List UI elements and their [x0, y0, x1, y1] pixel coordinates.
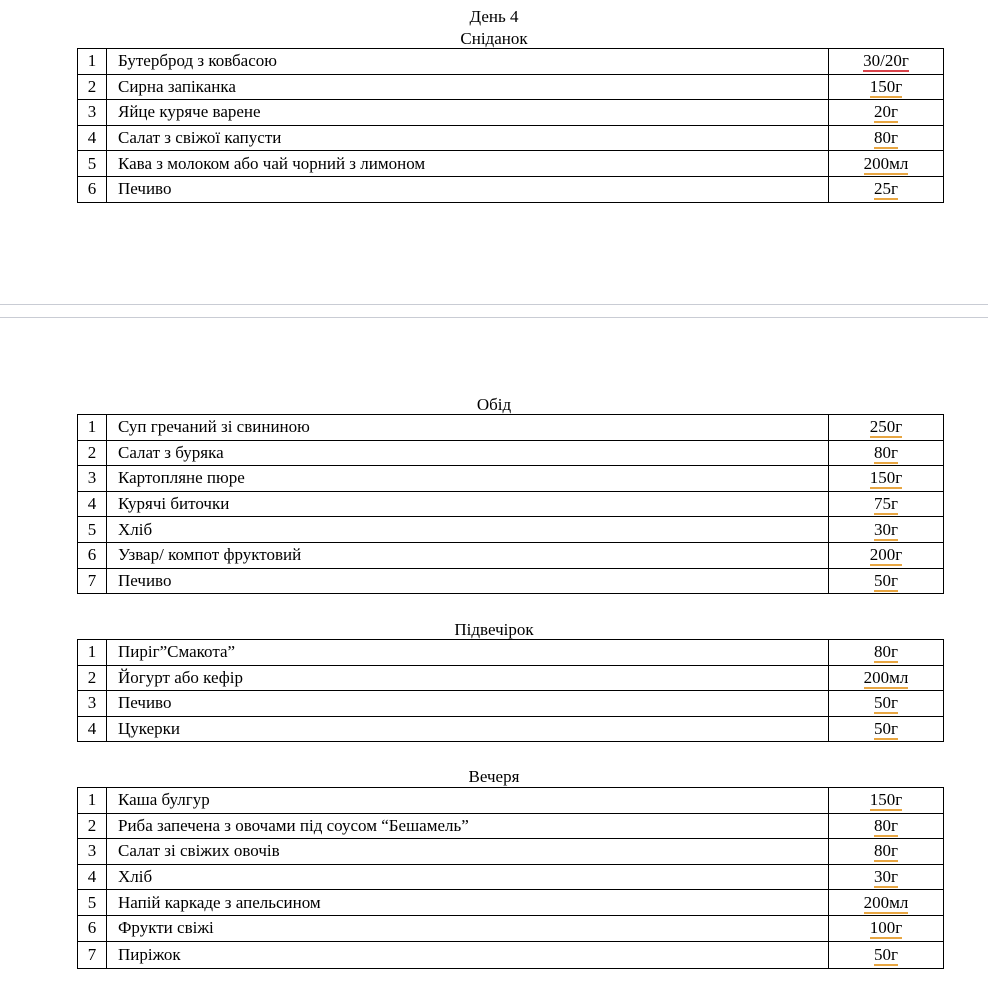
- table-row: [78, 716, 944, 742]
- row-number: 2: [78, 813, 107, 839]
- table-row: [78, 466, 944, 492]
- row-number: 3: [78, 839, 107, 865]
- dish-name: Яйце куряче варене: [107, 100, 829, 126]
- dish-quantity-cell: [829, 491, 944, 517]
- dish-quantity-cell: [829, 716, 944, 742]
- dish-quantity: 80г: [874, 442, 898, 462]
- dish-name: Пиріжок: [107, 941, 829, 968]
- row-number: 6: [78, 542, 107, 568]
- table-row: [78, 151, 944, 177]
- row-number: 2: [78, 440, 107, 466]
- table-row: [78, 915, 944, 941]
- table-row: [78, 691, 944, 717]
- dish-name: Пиріг”Смакота”: [107, 640, 829, 666]
- row-number: 3: [78, 100, 107, 126]
- table-row: [78, 542, 944, 568]
- dish-name: Каша булгур: [107, 788, 829, 814]
- dish-name: Печиво: [107, 568, 829, 594]
- row-number: 2: [78, 74, 107, 100]
- dish-quantity-cell: [829, 665, 944, 691]
- row-number: 4: [78, 125, 107, 151]
- dish-quantity-cell: [829, 466, 944, 492]
- dish-quantity-cell: [829, 151, 944, 177]
- dish-name: Напій каркаде з апельсином: [107, 890, 829, 916]
- dish-quantity-cell: [829, 864, 944, 890]
- dish-quantity: 150г: [869, 790, 903, 810]
- table-row: [78, 864, 944, 890]
- table-row: [78, 415, 944, 441]
- row-number: 4: [78, 491, 107, 517]
- dish-quantity: 30г: [874, 867, 898, 887]
- table-row: [78, 517, 944, 543]
- row-number: 5: [78, 890, 107, 916]
- dish-quantity-cell: [829, 640, 944, 666]
- dish-quantity-cell: [829, 788, 944, 814]
- dish-name: Хліб: [107, 517, 829, 543]
- dish-quantity: 200мл: [863, 892, 909, 912]
- row-number: 4: [78, 716, 107, 742]
- dish-quantity-cell: [829, 839, 944, 865]
- dish-quantity: 50г: [874, 570, 898, 590]
- table-row: [78, 491, 944, 517]
- dish-quantity: 75г: [874, 494, 898, 514]
- row-number: 2: [78, 665, 107, 691]
- dish-quantity-cell: [829, 100, 944, 126]
- dish-name: Бутерброд з ковбасою: [107, 49, 829, 75]
- dish-quantity-cell: [829, 568, 944, 594]
- table-row: [78, 813, 944, 839]
- table-row: [78, 176, 944, 202]
- dish-quantity-cell: [829, 176, 944, 202]
- dish-quantity-cell: [829, 74, 944, 100]
- dish-quantity: 20г: [874, 102, 898, 122]
- dish-name: Сирна запіканка: [107, 74, 829, 100]
- row-number: 1: [78, 49, 107, 75]
- dish-name: Салат зі свіжих овочів: [107, 839, 829, 865]
- section-title-lunch: Обід: [476, 395, 512, 414]
- dish-quantity: 250г: [869, 417, 903, 437]
- dish-quantity: 50г: [874, 693, 898, 713]
- table-row: [78, 640, 944, 666]
- dish-quantity: 80г: [874, 815, 898, 835]
- dish-quantity: 100г: [869, 918, 903, 938]
- dish-name: Салат з буряка: [107, 440, 829, 466]
- dinner-table: [77, 787, 944, 969]
- dish-name: Кава з молоком або чай чорний з лимоном: [107, 151, 829, 177]
- dish-quantity-cell: [829, 941, 944, 968]
- dish-quantity-cell: [829, 890, 944, 916]
- day-title: День 4: [469, 7, 519, 26]
- dish-quantity-cell: [829, 517, 944, 543]
- row-number: 1: [78, 415, 107, 441]
- dish-quantity-cell: [829, 49, 944, 75]
- dish-name: Риба запечена з овочами під соусом “Бешамель”: [107, 813, 829, 839]
- table-row: [78, 100, 944, 126]
- dish-name: Йогурт або кефір: [107, 665, 829, 691]
- dish-name: Хліб: [107, 864, 829, 890]
- row-number: 5: [78, 151, 107, 177]
- lunch-table: [77, 414, 944, 594]
- dish-quantity-cell: [829, 691, 944, 717]
- dish-name: Курячі биточки: [107, 491, 829, 517]
- dish-name: Узвар/ компот фруктовий: [107, 542, 829, 568]
- row-number: 7: [78, 941, 107, 968]
- dish-quantity: 150г: [869, 76, 903, 96]
- dish-quantity: 150г: [869, 468, 903, 488]
- dish-quantity-cell: [829, 125, 944, 151]
- row-number: 3: [78, 466, 107, 492]
- table-row: [78, 568, 944, 594]
- table-row: [78, 125, 944, 151]
- dish-quantity: 80г: [874, 128, 898, 148]
- dish-name: Цукерки: [107, 716, 829, 742]
- dish-name: Суп гречаний зі свининою: [107, 415, 829, 441]
- dish-quantity: 30г: [874, 519, 898, 539]
- snack-table: [77, 639, 944, 742]
- table-row: [78, 788, 944, 814]
- dish-quantity: 200г: [869, 545, 903, 565]
- dish-quantity-cell: [829, 542, 944, 568]
- row-number: 7: [78, 568, 107, 594]
- section-title-snack: Підвечірок: [454, 620, 534, 639]
- dish-quantity: 50г: [874, 944, 898, 964]
- table-row: [78, 440, 944, 466]
- table-row: [78, 890, 944, 916]
- page-break: [0, 304, 988, 318]
- table-row: [78, 839, 944, 865]
- row-number: 6: [78, 915, 107, 941]
- dish-quantity: 200мл: [863, 153, 909, 173]
- row-number: 1: [78, 640, 107, 666]
- dish-name: Фрукти свіжі: [107, 915, 829, 941]
- table-row: [78, 665, 944, 691]
- table-row: [78, 941, 944, 968]
- table-row: [78, 49, 944, 75]
- row-number: 1: [78, 788, 107, 814]
- dish-quantity-cell: [829, 415, 944, 441]
- row-number: 6: [78, 176, 107, 202]
- dish-name: Салат з свіжої капусти: [107, 125, 829, 151]
- section-title-dinner: Вечеря: [468, 767, 520, 786]
- dish-quantity-cell: [829, 915, 944, 941]
- dish-quantity: 50г: [874, 719, 898, 739]
- section-title-breakfast: Сніданок: [460, 29, 528, 48]
- dish-quantity: 80г: [874, 841, 898, 861]
- table-row: [78, 74, 944, 100]
- dish-name: Печиво: [107, 176, 829, 202]
- dish-quantity-cell: [829, 813, 944, 839]
- dish-name: Печиво: [107, 691, 829, 717]
- row-number: 3: [78, 691, 107, 717]
- dish-quantity-cell: [829, 440, 944, 466]
- dish-name: Картопляне пюре: [107, 466, 829, 492]
- dish-quantity: 25г: [874, 179, 898, 199]
- dish-quantity: 80г: [874, 642, 898, 662]
- dish-quantity: 200мл: [863, 667, 909, 687]
- row-number: 5: [78, 517, 107, 543]
- dish-quantity: 30/20г: [863, 51, 909, 71]
- breakfast-table: [77, 48, 944, 203]
- row-number: 4: [78, 864, 107, 890]
